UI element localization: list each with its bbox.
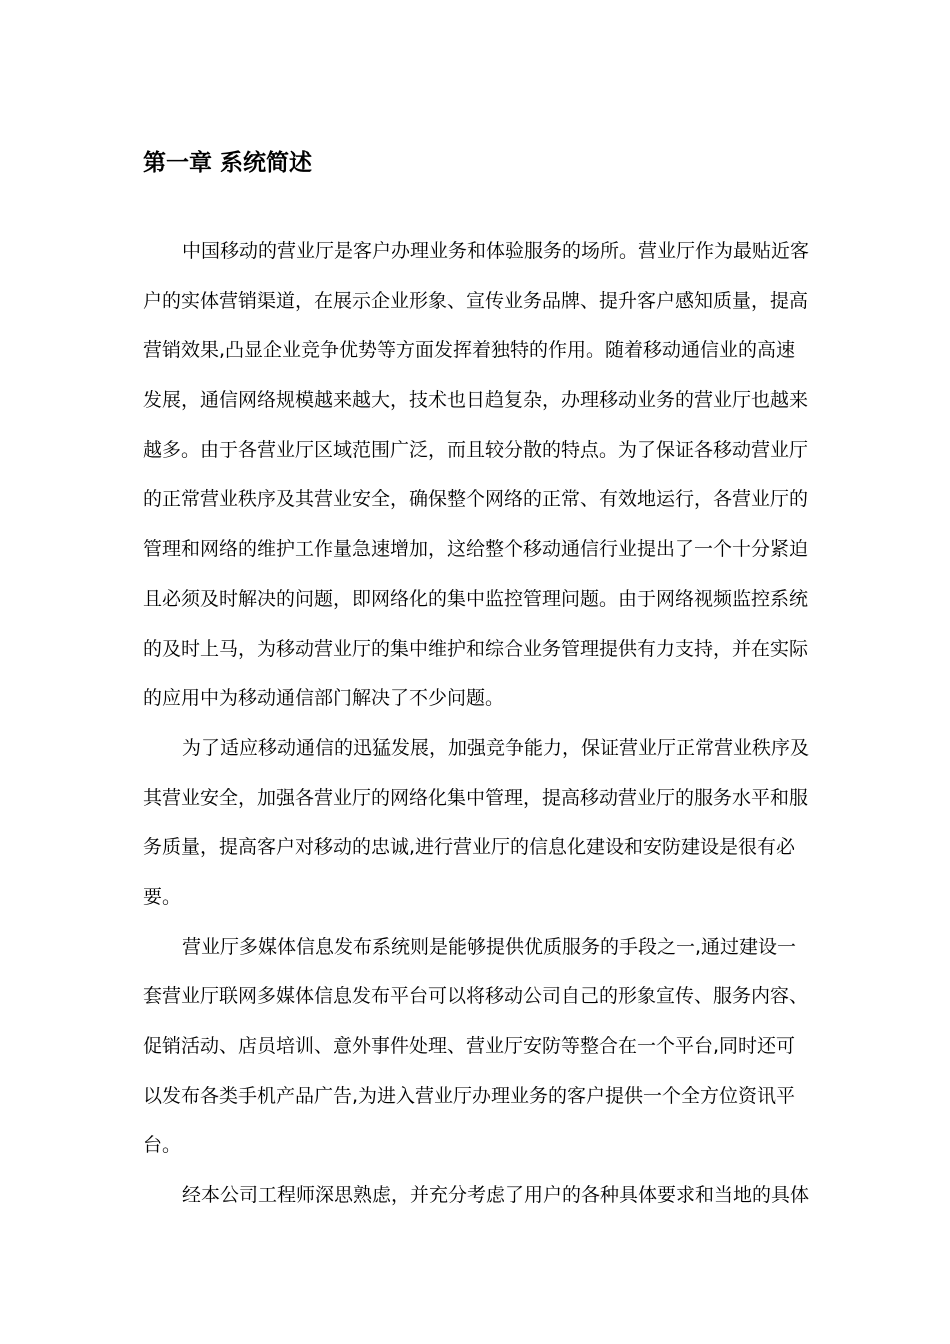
paragraph-line: 其营业安全，加强各营业厅的网络化集中管理，提高移动营业厅的服务水平和服 xyxy=(143,786,809,809)
paragraph-multimedia xyxy=(143,929,813,1177)
paragraph-line: 台。 xyxy=(143,1134,182,1157)
paragraph-line: 的正常营业秩序及其营业安全，确保整个网络的正常、有效地运行，各营业厅的 xyxy=(143,488,809,511)
paragraph-line: 的及时上马，为移动营业厅的集中维护和综合业务管理提供有力支持，并在实际 xyxy=(143,637,809,660)
paragraph-line: 越多。由于各营业厅区域范围广泛，而且较分散的特点。为了保证各移动营业厅 xyxy=(143,438,809,461)
paragraph-line: 发展，通信网络规模越来越大，技术也日趋复杂，办理移动业务的营业厅也越来 xyxy=(143,389,809,412)
paragraph-line: 套营业厅联网多媒体信息发布平台可以将移动公司自己的形象宣传、服务内容、 xyxy=(143,985,809,1008)
paragraph-line: 中国移动的营业厅是客户办理业务和体验服务的场所。营业厅作为最贴近客 xyxy=(182,240,810,262)
paragraph-line: 经本公司工程师深思熟虑，并充分考虑了用户的各种具体要求和当地的具体 xyxy=(182,1184,810,1207)
chapter-title: 第一章 系统简述 xyxy=(143,150,313,176)
paragraph-line: 营业厅多媒体信息发布系统则是能够提供优质服务的手段之一,通过建设一 xyxy=(182,935,797,958)
body-text xyxy=(143,233,813,1227)
paragraph-line: 的应用中为移动通信部门解决了不少问题。 xyxy=(143,687,505,710)
paragraph-design xyxy=(143,1177,813,1227)
paragraph-intro xyxy=(143,233,813,730)
paragraph-line: 要。 xyxy=(143,885,182,908)
paragraph-line: 户的实体营销渠道，在展示企业形象、宣传业务品牌、提升客户感知质量，提高 xyxy=(143,289,809,312)
paragraph-line: 且必须及时解决的问题，即网络化的集中监控管理问题。由于网络视频监控系统 xyxy=(143,587,809,610)
paragraph-line: 营销效果,凸显企业竞争优势等方面发挥着独特的作用。随着移动通信业的高速 xyxy=(143,339,796,362)
paragraph-line: 务质量，提高客户对移动的忠诚,进行营业厅的信息化建设和安防建设是很有必 xyxy=(143,836,796,859)
paragraph-necessity xyxy=(143,730,813,929)
paragraph-line: 以发布各类手机产品广告,为进入营业厅办理业务的客户提供一个全方位资讯平 xyxy=(143,1084,796,1107)
paragraph-line: 为了适应移动通信的迅猛发展，加强竞争能力，保证营业厅正常营业秩序及 xyxy=(182,736,810,759)
paragraph-line: 促销活动、店员培训、意外事件处理、营业厅安防等整合在一个平台,同时还可 xyxy=(143,1035,796,1057)
paragraph-line: 管理和网络的维护工作量急速增加，这给整个移动通信行业提出了一个十分紧迫 xyxy=(143,538,809,561)
